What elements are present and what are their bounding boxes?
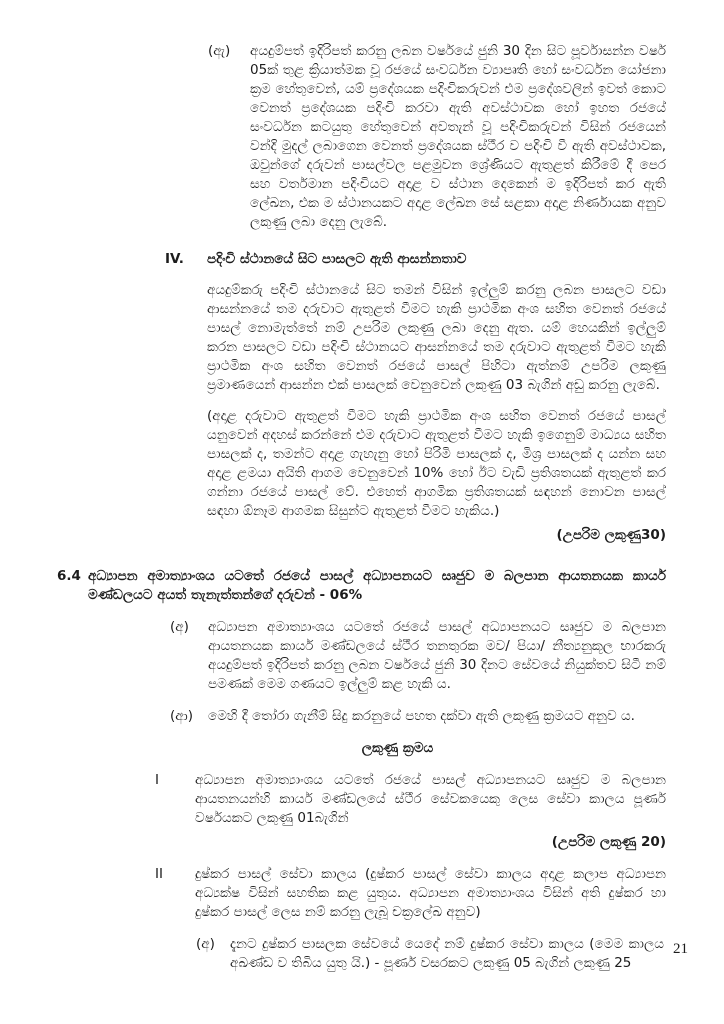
section-64-item-aa: [170, 707, 666, 726]
section-iv-paragraph-2: (අදාළ දරුවාට ඇතුළත් වීමට හැකි ප්‍රාථමික අංශ සහිත වෙනත් රජයේ පාසල් යනුවෙන් අදහස් කරන්නේ එම දරුවාට ඇතුළත් වීමට හැකි ඉගෙනුම් මාධ්‍යය සහිත පාසලක් ද, තමන්ට අදාළ ගැහැනු හෝ පිරිමි පාසලක් ද, මිශ්‍ර පාසලක් ද යන්න සහ අදාළ ළමයා අයිති ආගම වෙනුවෙන් 10% හෝ ඊට වැඩි ප්‍රතිශතයක් ඇතුළත් කර ගන්නා රජයේ පාසල් වේ. එහෙත් ආගමික ප්‍රතිශතයක් සඳහන් නොවන පාසල් සඳහා ඕනෑම ආගමක සිසුන්ට ඇතුළත් වීමට හැකිය.): [207, 408, 666, 519]
marks-item-i: [155, 771, 666, 828]
section-iv-numeral: IV.: [165, 251, 184, 267]
section-iv-paragraph-1: අයදුම්කරු පදිංචි ස්ථානයේ සිට තමන් විසින් ඉල්ලුම් කරනු ලබන පාසලට වඩා ආසන්නයේ තම දරුවාට ඇතුළත් වීමට හැකි ප්‍රාථමික අංශ සහිත වෙනත් රජයේ පාසල් නොමැත්තේ නම් උපරිම ලකුණු ලබා දෙනු ඇත. යම් හෙයකින් ඉල්ලුම් කරන පාසලට වඩා පදිංචි ස්ථානයට ආසන්නයේ තම දරුවාට ඇතුළත් වීමට හැකි ප්‍රාථමික අංශ සහිත වෙනත් රජයේ පාසල් පිහිටා ඇත්නම් උපරිම ලකුණු ප්‍රමාණයෙන් ආසන්න එක් පාසලක් වෙනුවෙන් ලකුණු 03 බැගින් අඩු කරනු ලැබේ.: [207, 282, 666, 393]
section-iv-title: පදිංචි ස්ථානයේ සිට පාසලට ඇති ආසන්නතාව: [207, 251, 467, 267]
marks-item-ii-sub-a: [196, 935, 664, 973]
section-64-heading: [57, 567, 666, 605]
marks-item-ii-numeral: II: [155, 866, 163, 882]
marks-item-i-text: අධ්‍යාපන අමාත්‍යාංශය යටතේ රජයේ පාසල් අධ්‍යාපනයට සෘජුව ම බලපාන ආයතනයන්හි කාර්ය මණ්ඩලයේ ස්ථීර සේවකයෙකු ලෙස සේවා කාලය පූර්ණ වර්ෂයකට ලකුණු 01බැගින්: [195, 772, 666, 826]
section-64-item-a-text: අධ්‍යාපන අමාත්‍යාංශය යටතේ රජයේ පාසල් අධ්‍යාපනයට සෘජුව ම බලපාන ආයතනයක කාර්ය මණ්ඩලයේ ස්ථීර තනතුරක මව/ පියා/ නීත්‍යනුකූල භාරකරු අයදුම්පත් ඉදිරිපත් කරනු ලබන වර්ෂයේ ජුනි 30 දිනට සේවයේ නියුක්තව සිටී නම් පමණක් මෙම ගණයට ඉල්ලුම් කළ හැකි ය.: [208, 619, 666, 692]
clause-ae-text: අයදුම්පත් ඉදිරිපත් කරනු ලබන වර්ෂයේ ජුනි 30 දින සිට පූර්වාසන්න වර්ෂ 05ක් තුළ ක්‍රියාත්මක වූ රජයේ සංවර්ධන ව්‍යාපෘති හෝ සංවර්ධන යෝජනා ක්‍රම හේතුවෙන්, යම් ප්‍රදේශයක පදිංචිකරුවන් එම ප්‍රදේශවලින් ඉවත් කොට වෙනත් ප්‍රදේශයක පදිංචි කරවා ඇති අවස්ථාවක හෝ ඉහත රජයේ සංවර්ධන කටයුතු හේතුවෙන් අවතැන් වූ පදිංචිකරුවන් විසින් රජයෙන් වන්දි මුදල් ලබාගෙන වෙනත් ප්‍රදේශයක ස්ථීර ව පදිංචි වී ඇති අවස්ථාවක, ඔවුන්ගේ දරුවන් පාසල්වල පළමුවන ශ්‍රේණියට ඇතුළත් කිරීමේ දී පෙර සහ වර්තමාන පදිංචියට අදාළ ව ස්ථාන දෙකෙන් ම ඉදිරිපත් කර ඇති ලේඛන, එක ම ස්ථානයකට අදාළ ලේඛන සේ සළකා අදාළ නිර්ණායක අනුව ලකුණු ලබා දෙනු ලැබේ.: [250, 43, 666, 230]
marks-item-i-numeral: I: [155, 772, 159, 788]
section-iv-max-marks: (උපරිම ලකුණු30): [556, 527, 666, 543]
marks-item-ii: [155, 865, 666, 922]
marks-scheme-heading: ලකුණු ක්‍රමය: [361, 740, 434, 756]
section-64-item-aa-label: (ආ): [170, 708, 193, 724]
section-64-item-a: [170, 618, 666, 694]
section-64-number: 6.4: [57, 568, 81, 584]
section-64-title: අධ්‍යාපන අමාත්‍යාංශය යටතේ රජයේ පාසල් අධ්‍යාපනයට සෘජුව ම බලපාන ආයතනයක කාර්ය මණ්ඩලයට අයත් තැනැත්තන්ගේ දරුවන් - 06%: [88, 568, 666, 603]
section-iv-heading: [165, 250, 666, 269]
clause-ae: [208, 42, 666, 232]
marks-item-ii-sub-a-text: දැනට දුෂ්කර පාසලක සේවයේ යෙදේ නම් දුෂ්කර සේවා කාලය (මෙම කාලය අඛණ්ඩ ව තිබිය යුතු යි.) - පූර්ණ වසරකට ලකුණු 05 බැගින් ලකුණු 25: [230, 936, 664, 971]
clause-ae-label: (ඇ): [208, 43, 231, 59]
section-64-item-aa-text: මෙහි දී තෝරා ගැනීම් සිදු කරනුයේ පහත දක්වා ඇති ලකුණු ක්‍රමයට අනුව ය.: [208, 708, 635, 724]
section-64-item-a-label: (අ): [170, 619, 189, 635]
marks-item-ii-sub-a-label: (අ): [196, 936, 215, 952]
page-number: 21: [673, 941, 688, 957]
marks-item-i-max: (උපරිම ලකුණු 20): [551, 834, 666, 850]
marks-item-ii-text: දුෂ්කර පාසල් සේවා කාලය (දුෂ්කර පාසල් සේවා කාලය අදාළ කලාප අධ්‍යාපන අධ්‍යක්ෂ විසින් සහතික කළ යුතුය. අධ්‍යාපන අමාත්‍යාංශය විසින් අති දුෂ්කර හා දුෂ්කර පාසල් ලෙස නම් කරනු ලැබූ චක්‍රලේඛ අනුව): [195, 866, 666, 920]
